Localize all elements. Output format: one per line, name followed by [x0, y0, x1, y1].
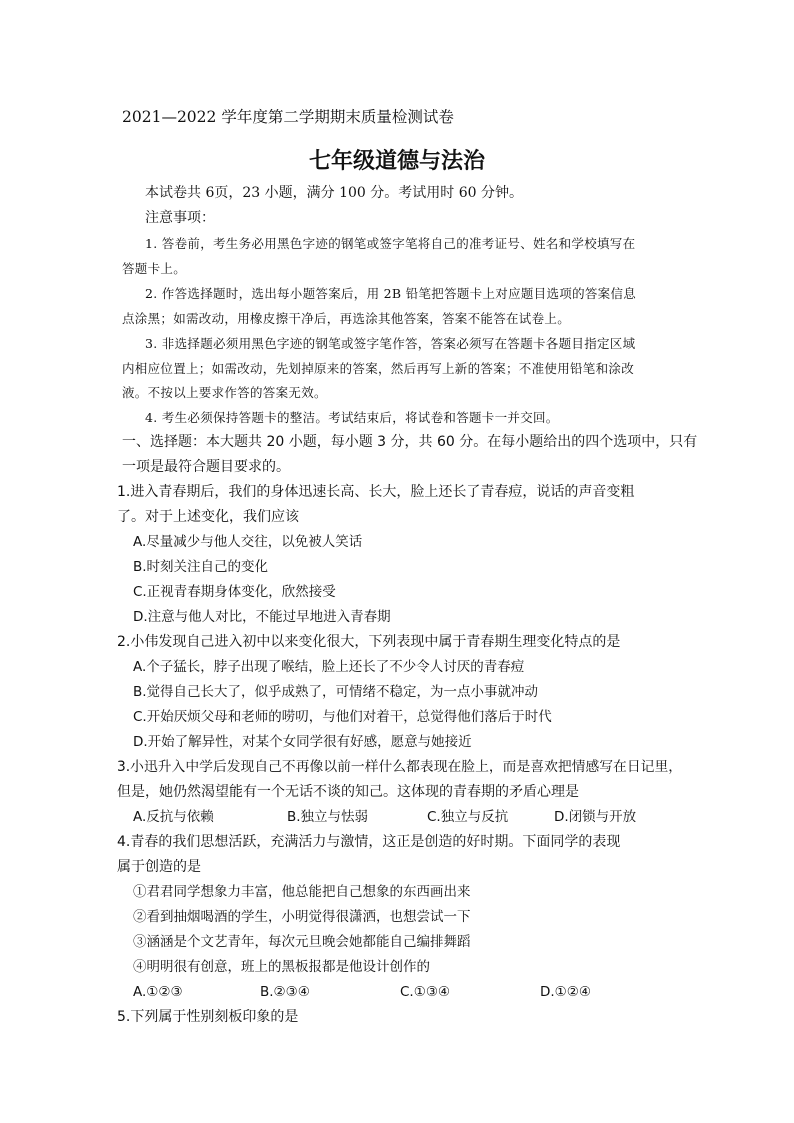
notice-item: 2. 作答选择题时，选出每小题答案后，用 2B 铅笔把答题卡上对应题目选项的答案信息 [145, 286, 637, 301]
question-option: A.个子猛长，脖子出现了喉结，脸上还长了不少令人讨厌的青春痘 [133, 659, 525, 675]
question-option: A.反抗与依赖 [133, 809, 214, 825]
question-stem: 4.青春的我们思想活跃，充满活力与激情，这正是创造的好时期。下面同学的表现 [117, 834, 621, 850]
question-option: A.①②③ [133, 984, 183, 1000]
question-stem: 但是，她仍然渴望能有一个无话不谈的知己。这体现的青春期的矛盾心理是 [117, 784, 579, 800]
page-title: 七年级道德与法治 [308, 148, 485, 174]
question-stem: 5.下列属于性别刻板印象的是 [117, 1009, 299, 1025]
question-option: C.独立与反抗 [427, 809, 509, 825]
question-option: D.开始了解异性，对某个女同学很有好感，愿意与她接近 [133, 734, 472, 750]
question-option: B.觉得自己长大了，似乎成熟了，可情绪不稳定，为一点小事就冲动 [133, 684, 539, 700]
notice-item: 答题卡上。 [122, 261, 187, 276]
question-stem: 了。对于上述变化，我们应该 [117, 509, 299, 525]
question-option: C.开始厌烦父母和老师的唠叨，与他们对着干，总觉得他们落后于时代 [133, 709, 552, 725]
notice-heading: 注意事项： [145, 210, 215, 226]
section-heading: 一、选择题：本大题共 20 小题，每小题 3 分，共 60 分。在每小题给出的四个选项中，只有 [122, 434, 698, 450]
question-option: C.正视青春期身体变化，欣然接受 [133, 584, 336, 600]
exam-summary: 本试卷共 6页，23 小题，满分 100 分。考试用时 60 分钟。 [145, 185, 523, 201]
question-option: D.闭锁与开放 [554, 809, 637, 825]
question-stem: 1.进入青春期后，我们的身体迅速长高、长大，脸上还长了青春痘，说话的声音变粗 [117, 484, 635, 500]
question-stem: 3.小迅升入中学后发现自己不再像以前一样什么都表现在脸上，而是喜欢把情感写在日记里， [117, 759, 683, 775]
section-heading-cont: 一项是最符合题目要求的。 [122, 459, 290, 475]
question-option: B.时刻关注自己的变化 [133, 559, 269, 575]
question-option: A.尽量减少与他人交往，以免被人笑话 [133, 534, 363, 550]
notice-item: 液。不按以上要求作答的答案无效。 [122, 385, 327, 400]
question-option: C.①③④ [400, 984, 451, 1000]
question-stem: 属于创造的是 [117, 859, 201, 875]
question-option: D.①②④ [540, 984, 591, 1000]
question-statement: ④明明很有创意，班上的黑板报都是他设计创作的 [133, 959, 430, 975]
exam-year-line: 2021—2022 学年度第二学期期末质量检测试卷 [122, 108, 454, 126]
question-option: B.独立与怯弱 [287, 809, 369, 825]
notice-item: 内相应位置上；如需改动，先划掉原来的答案，然后再写上新的答案；不准使用铅笔和涂改 [122, 361, 635, 376]
notice-item: 点涂黑；如需改动，用橡皮擦干净后，再选涂其他答案，答案不能答在试卷上。 [122, 311, 571, 326]
notice-item: 3. 非选择题必须用黑色字迹的钢笔或签字笔作答，答案必须写在答题卡各题目指定区域 [145, 336, 636, 351]
question-statement: ①君君同学想象力丰富，他总能把自己想象的东西画出来 [133, 884, 471, 900]
notice-item: 4. 考生必须保持答题卡的整洁。考试结束后，将试卷和答题卡一并交回。 [145, 410, 559, 425]
question-statement: ②看到抽烟喝酒的学生，小明觉得很潇洒，也想尝试一下 [133, 909, 471, 925]
question-stem: 2.小伟发现自己进入初中以来变化很大，下列表现中属于青春期生理变化特点的是 [117, 634, 621, 650]
question-statement: ③涵涵是个文艺青年，每次元旦晚会她都能自己编排舞蹈 [133, 934, 471, 950]
question-option: B.②③④ [260, 984, 310, 1000]
question-option: D.注意与他人对比，不能过早地进入青春期 [133, 609, 391, 625]
notice-item: 1. 答卷前，考生务必用黑色字迹的钢笔或签字笔将自己的准考证号、姓名和学校填写在 [145, 236, 636, 251]
